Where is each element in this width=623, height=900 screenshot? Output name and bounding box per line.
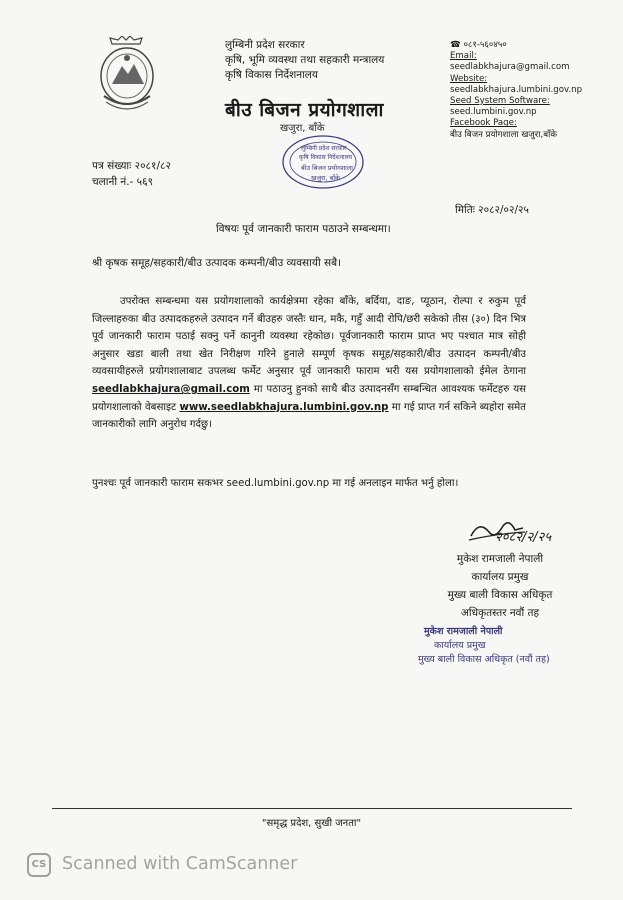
office-stamp-top: [275, 122, 385, 190]
phone-icon: ☎: [450, 40, 464, 50]
body-email-link[interactable]: seedlabkhajura@gmail.com: [92, 383, 250, 395]
body-text-part2: मा पठाउनु हुनको साथै बीउ उत्पादनसँग सम्बन्धित आवश्यक फर्मेटहरु यस प्रयोगशालाको वेबसाइट: [92, 383, 526, 413]
lab-title: बीउ बिजन प्रयोगशाला: [225, 99, 384, 121]
facebook-label: Facebook Page:: [450, 118, 517, 129]
ministry-name: कृषि, भूमि व्यवस्था तथा सहकारी मन्त्रालय: [225, 54, 385, 66]
contact-block: [450, 40, 615, 141]
dispatch-number: चलानी नं.- ५६९: [92, 176, 154, 188]
directorate-name: कृषि विकास निर्देशनालय: [225, 69, 318, 81]
stamp-top-line5: खजुरा, बाँके: [311, 174, 341, 182]
stamp-name: मुकेश रामजाली नेपाली: [424, 626, 503, 637]
camscanner-watermark: Scanned with CamScanner: [62, 854, 298, 874]
email-value: seedlabkhajura@gmail.com: [450, 62, 570, 73]
letter-date: मितिः २०८२/०२/२५: [455, 204, 529, 216]
signatory-name: मुकेश रामजाली नेपाली: [456, 553, 544, 565]
signature-block: [420, 550, 580, 622]
camscanner-logo-icon: CS: [27, 853, 51, 877]
signatory-title: मुख्य बाली विकास अधिकृत: [447, 589, 553, 601]
facebook-value: बीउ बिजन प्रयोगशाला खजुरा,बाँके: [450, 129, 557, 140]
signatory-role: कार्यालय प्रमुख: [471, 571, 529, 583]
body-text-part1: उपरोक्त सम्बन्धमा यस प्रयोगशालाको कार्यक्षेत्रमा रहेका बाँके, बर्दिया, दाङ, प्यूठान, रोल्पा र रुकुम पूर्व जिल्लाहरुका बीउ उत्पादकहरुले उत्पादन गर्ने बीउहरु जस्तैः धान, मकै, गहुँ आदी रोपि/छरी सकेको तीस (३०) दिन भित्र पूर्व जानकारी फाराम पठाई सक्नु पर्ने कानुनी व्यवस्था रहेकोछ। पूर्वजानकारी फाराम प्राप्त भए पश्चात मात्र सोही अनुसार खडा बाली तथा खेत निरीक्षण गरिने हुनाले सम्पूर्ण कृषक समूह/सहकारी/बीउ उत्पादन कम्पनी/बीउ व्यवसायीहरुले प्रयोगशालाबाट उपलब्ध फर्मेट अनुसार पूर्व जानकारी फाराम भरी यस प्रयोगशालाको ईमेल ठेगाना: [92, 296, 526, 378]
name-stamp: [418, 625, 568, 667]
stamp-top-line1: खजुरा, बाँके: [280, 123, 325, 134]
letter-number: पत्र संख्याः २०८१/८२: [92, 160, 171, 172]
body-website-link[interactable]: www.seedlabkhajura.lumbini.gov.np: [179, 401, 389, 413]
reference-block: [92, 158, 171, 190]
nepal-emblem-icon: [92, 36, 162, 116]
website-value: seedlabkhajura.lumbini.gov.np: [450, 84, 583, 95]
footer-motto: "समृद्ध प्रदेश, सुखी जनता": [261, 818, 362, 829]
signatory-rank: अधिकृतस्तर नवौं तह: [460, 607, 540, 619]
postscript: पुनश्चः पूर्व जानकारी फाराम सकभर seed.lumbini.gov.np मा गई अनलाइन मार्फत भर्नु होला।: [92, 478, 459, 489]
salutation: श्री कृषक समूह/सहकारी/बीउ उत्पादक कम्पनी/बीउ व्यवसायी सबै।: [92, 257, 342, 269]
stamp-top-line2: लुम्बिनी प्रदेश सरकार: [301, 145, 347, 152]
stamp-title: मुख्य बाली विकास अधिकृत (नवौं तह): [418, 654, 550, 665]
software-value: seed.lumbini.gov.np: [450, 107, 537, 118]
stamp-role: कार्यालय प्रमुख: [434, 640, 486, 651]
website-label: Website:: [450, 73, 488, 84]
email-label: Email:: [450, 51, 477, 62]
software-label: Seed System Software:: [450, 96, 550, 107]
stamp-top-line4: बीउ बिजन प्रयोगशाला: [301, 164, 353, 172]
stamp-top-line3: कृषि विकास निर्देशनालय: [299, 154, 353, 161]
subject-line: विषयः पूर्व जानकारी फाराम पठाउने सम्बन्धमा।: [216, 223, 391, 235]
letterhead: [225, 38, 425, 83]
footer-divider: [52, 808, 572, 809]
signature-date: २०८२/२/२५: [495, 530, 552, 545]
body-paragraph: [92, 293, 526, 434]
government-name: लुम्बिनी प्रदेश सरकार: [225, 39, 305, 51]
body-text-part3: मा गई प्राप्त गर्न सकिने ब्यहोरा समेत जानकारीको लागि अनुरोध गर्दछु।: [92, 401, 526, 431]
phone: ☎ ०८१-५६०४५०: [450, 40, 507, 50]
